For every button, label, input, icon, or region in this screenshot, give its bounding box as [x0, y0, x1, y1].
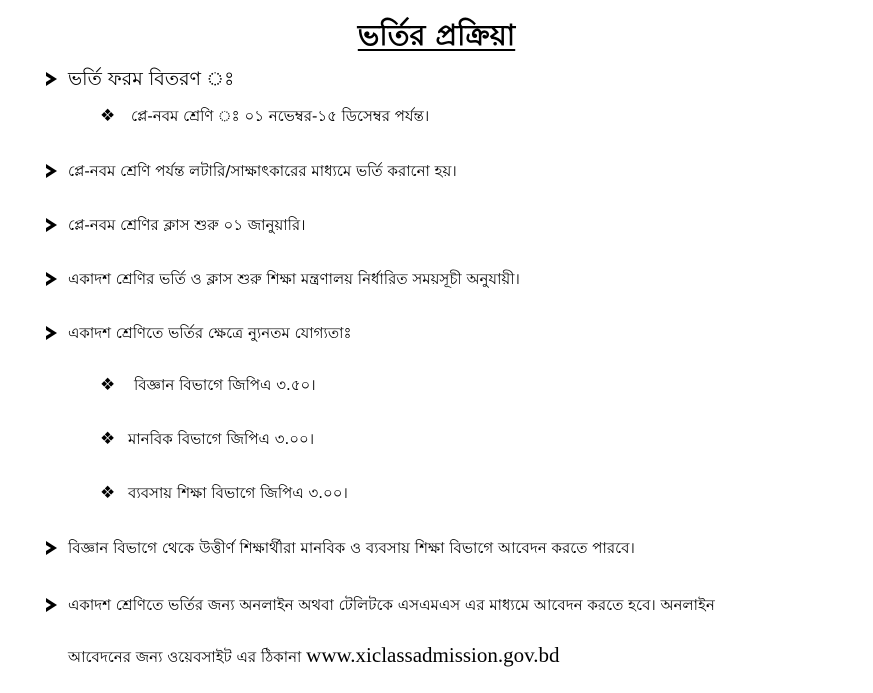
arrow-bullet-icon	[46, 326, 57, 340]
min-qualification-text: একাদশ শ্রেণিতে ভর্তির ক্ষেত্রে ন্যুনতম যোগ্যতাঃ	[68, 324, 352, 342]
diamond-bullet-icon: ❖	[100, 429, 116, 449]
class-start-text: প্লে-নবম শ্রেণির ক্লাস শুরু ০১ জানুয়ারি।	[68, 216, 306, 234]
arrow-bullet-icon	[46, 72, 57, 86]
diamond-bullet-icon: ❖	[100, 106, 116, 126]
page-title-text: ভর্তির প্রক্রিয়া	[357, 18, 516, 52]
arrow-bullet-icon	[46, 272, 57, 286]
arrow-bullet-icon	[46, 541, 57, 555]
diamond-bullet-icon: ❖	[100, 375, 116, 395]
business-gpa-text: ব্যবসায় শিক্ষা বিভাগে জিপিএ ৩.০০।	[128, 484, 348, 502]
form-dates-text: প্লে-নবম শ্রেণি ঃ ০১ নভেম্বর-১৫ ডিসেম্বর পর্যন্ত।	[131, 107, 430, 125]
website-line	[68, 644, 560, 668]
class11-admission-text: একাদশ শ্রেণির ভর্তি ও ক্লাস শুরু শিক্ষা মন্ত্রণালয় নির্ধারিত সময়সূচী অনুযায়ী।	[68, 270, 520, 288]
science-transfer-text: বিজ্ঞান বিভাগে থেকে উত্তীর্ণ শিক্ষার্থীরা মানবিক ও ব্যবসায় শিক্ষা বিভাগে আবেদন করতে পারবে।	[68, 539, 635, 557]
form-distribution-heading: ভর্তি ফরম বিতরণ ঃ	[68, 68, 235, 90]
online-apply-text: একাদশ শ্রেণিতে ভর্তির জন্য অনলাইন অথবা টেলিটকে এসএমএস এর মাধ্যমে আবেদন করতে হবে। অনলাইন	[68, 596, 715, 614]
science-gpa-text: বিজ্ঞান বিভাগে জিপিএ ৩.৫০।	[134, 376, 316, 394]
website-prefix: আবেদনের জন্য ওয়েবসাইট এর ঠিকানা	[68, 648, 302, 666]
website-url: www.xiclassadmission.gov.bd	[306, 643, 560, 667]
arrow-bullet-icon	[46, 598, 57, 612]
page-title	[0, 14, 873, 56]
arrow-bullet-icon	[46, 218, 57, 232]
diamond-bullet-icon: ❖	[100, 483, 116, 503]
arrow-bullet-icon	[46, 164, 57, 178]
lottery-text: প্লে-নবম শ্রেণি পর্যন্ত লটারি/সাক্ষাৎকারের মাধ্যমে ভর্তি করানো হয়।	[68, 162, 457, 180]
humanities-gpa-text: মানবিক বিভাগে জিপিএ ৩.০০।	[128, 430, 315, 448]
